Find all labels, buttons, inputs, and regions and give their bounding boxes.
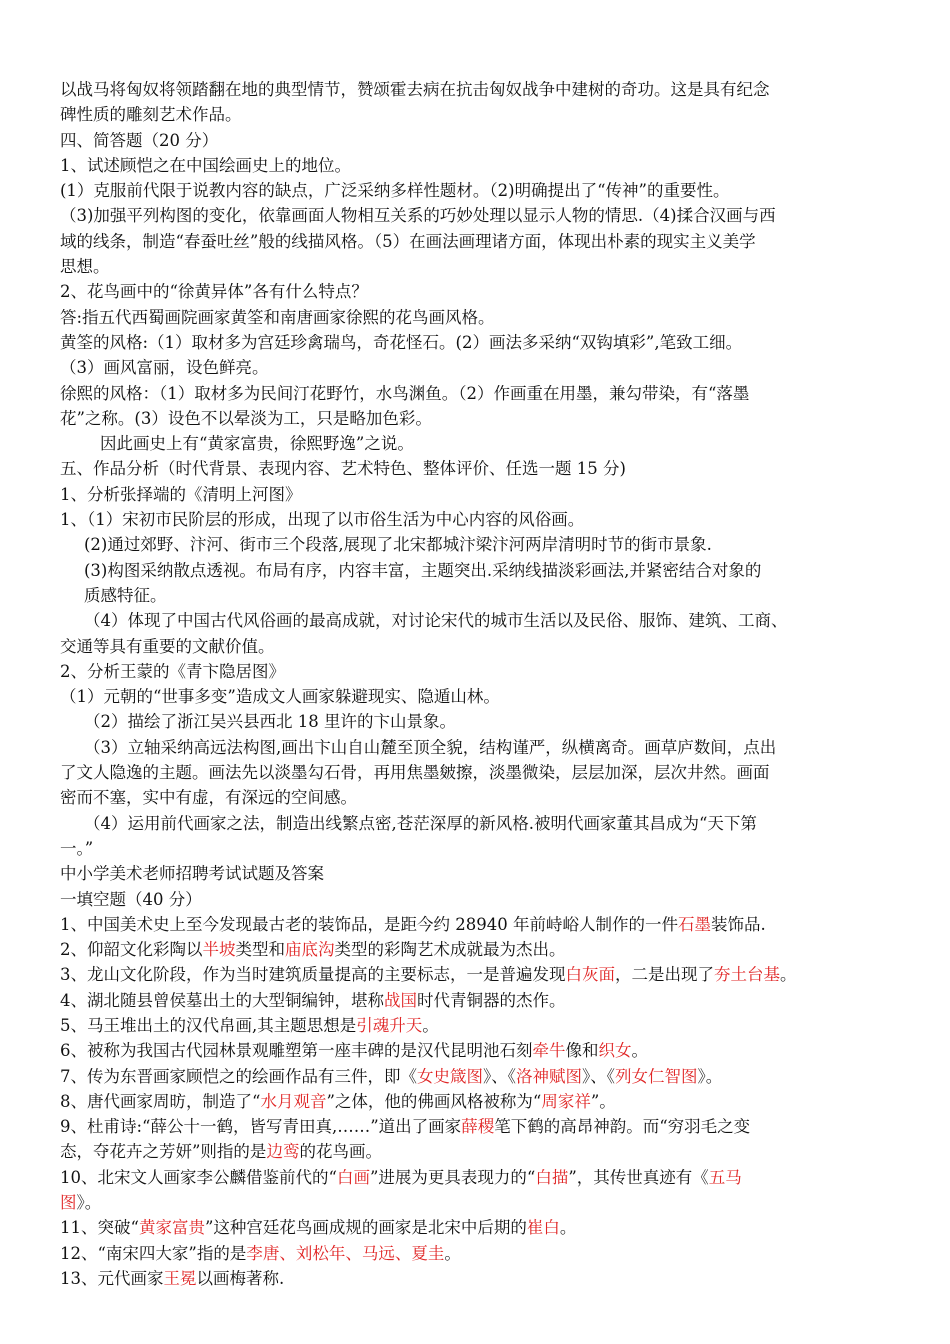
text-segment: 6、被称为我国古代园林景观雕塑第一座丰碑的是汉代昆明池石刻 <box>60 1041 533 1061</box>
answer-text: 白画 <box>336 1167 370 1187</box>
text-segment: （3)加强平列构图的变化，依靠画面人物相互关系的巧妙处理以显示人物的情思.（4)揉合汉画与西 <box>60 206 776 226</box>
text-line <box>60 811 900 836</box>
text-line <box>60 583 900 608</box>
text-segment: 3、龙山文化阶段，作为当时建筑质量提高的主要标志，一是普遍发现 <box>60 965 566 985</box>
text-segment: 类型和 <box>235 940 285 960</box>
answer-text: 夯土台基 <box>714 965 780 985</box>
answer-text: 引魂升天 <box>356 1015 423 1035</box>
text-line <box>60 912 900 937</box>
text-line <box>60 406 900 431</box>
text-line <box>60 887 900 912</box>
text-segment: (3)构图采纳散点透视。布局有序，内容丰富，主题突出.采纳线描淡彩画法,并紧密结合对象的 <box>84 560 762 580</box>
text-line <box>60 305 900 330</box>
text-line <box>60 330 900 355</box>
text-segment: 了文人隐逸的主题。画法先以淡墨勾石骨，再用焦墨皴擦，淡墨微染，层层加深，层次井然。画面 <box>60 763 770 783</box>
text-segment: 一。” <box>60 838 94 858</box>
text-line <box>60 178 900 203</box>
text-segment: 1、分析张择端的《清明上河图》 <box>60 484 302 504</box>
text-line <box>60 861 900 886</box>
text-line <box>60 482 900 507</box>
text-segment: 的花鸟画。 <box>299 1142 382 1162</box>
answer-text: 五马 <box>708 1167 742 1187</box>
text-segment: (2)通过郊野、汴河、街市三个段落,展现了北宋都城汴梁汴河两岸清明时节的街市景象. <box>84 535 712 555</box>
text-segment: 四、简答题（20 分） <box>60 130 219 150</box>
answer-text: 战国 <box>384 990 417 1010</box>
text-line <box>60 431 900 456</box>
text-line <box>60 937 900 962</box>
text-segment: 类型的彩陶艺术成就最为杰出。 <box>334 940 566 960</box>
text-segment: ，二是出现了 <box>615 965 714 985</box>
answer-text: 图 <box>60 1193 77 1213</box>
text-line <box>60 684 900 709</box>
text-segment: 1、中国美术史上至今发现最古老的装饰品，是距今约 28940 年前峙峪人制作的一件 <box>60 914 678 934</box>
answer-text: 庙底沟 <box>285 940 335 960</box>
text-line <box>60 608 900 633</box>
text-line <box>60 1013 900 1038</box>
answer-text: 列女仁智图 <box>615 1066 698 1086</box>
answer-text: 女史箴图 <box>417 1066 483 1086</box>
document-page <box>60 77 900 1291</box>
text-line <box>60 1139 900 1164</box>
text-line <box>60 128 900 153</box>
text-segment: 2、仰韶文化彩陶以 <box>60 940 203 960</box>
text-segment: 。 <box>780 965 797 985</box>
text-line <box>60 279 900 304</box>
text-segment: 时代青铜器的杰作。 <box>417 990 566 1010</box>
text-line <box>60 229 900 254</box>
answer-text: 织女 <box>598 1041 632 1061</box>
text-segment: ”，其传世真迹有《 <box>568 1167 709 1187</box>
text-line <box>60 355 900 380</box>
text-line <box>60 1215 900 1240</box>
text-segment: 。 <box>422 1015 439 1035</box>
text-segment: 11、突破“ <box>60 1218 139 1238</box>
answer-text: 洛神赋图 <box>516 1066 582 1086</box>
text-line <box>60 153 900 178</box>
text-segment: 以画梅著称. <box>196 1268 285 1288</box>
text-line <box>60 760 900 785</box>
text-line <box>60 1241 900 1266</box>
answer-text: 半坡 <box>202 940 236 960</box>
text-segment: （2）描绘了浙江吴兴县西北 18 里许的卞山景象。 <box>84 712 456 732</box>
text-line <box>60 735 900 760</box>
text-segment: 。 <box>444 1243 461 1263</box>
text-line <box>60 785 900 810</box>
text-segment: 4、湖北随县曾侯墓出土的大型铜编钟，堪称 <box>60 990 384 1010</box>
text-segment: 。 <box>559 1218 577 1238</box>
text-line <box>60 988 900 1013</box>
text-segment: 徐熙的风格：（1）取材多为民间汀花野竹，水鸟渊鱼。（2）作画重在用墨，兼勾带染，有“落墨 <box>60 383 750 403</box>
answer-text: 白灰面 <box>565 965 615 985</box>
text-line <box>60 1064 900 1089</box>
text-segment: （4）运用前代画家之法，制造出线繁点密,苍茫深厚的新风格.被明代画家董其昌成为“天下第 <box>84 813 757 833</box>
text-line <box>60 1038 900 1063</box>
text-segment: 9、杜甫诗:“薛公十一鹤，皆写青田真,……”道出了画家 <box>60 1117 462 1137</box>
text-line <box>60 507 900 532</box>
text-segment: （3）立轴采纳高远法构图,画出卞山自山麓至顶全貌，结构谨严，纵横离奇。画草庐数间，点出 <box>84 737 777 757</box>
text-line <box>60 1114 900 1139</box>
text-segment: 》、《 <box>582 1066 615 1086</box>
text-segment: 装饰品. <box>710 914 766 934</box>
text-segment: 五、作品分析（时代背景、表现内容、艺术特色、整体评价、任选一题 15 分) <box>60 459 626 479</box>
text-segment: 思想。 <box>60 257 110 277</box>
text-line <box>60 1165 900 1190</box>
text-segment: 7、传为东晋画家顾恺之的绘画作品有三件，即《 <box>60 1066 417 1086</box>
text-segment: （3）画风富丽，设色鲜亮。 <box>60 358 269 378</box>
text-segment: (1）克服前代限于说教内容的缺点，广泛采纳多样性题材。（2)明确提出了“传神”的重要性。 <box>60 181 730 201</box>
text-segment: 碑性质的雕刻艺术作品。 <box>60 105 242 125</box>
answer-text: 黄家富贵 <box>138 1218 205 1238</box>
text-segment: 一填空题（40 分） <box>60 889 202 909</box>
text-line <box>60 962 900 987</box>
answer-text: 白描 <box>535 1167 569 1187</box>
text-segment: 1、（1）宋初市民阶层的形成，出现了以市俗生活为中心内容的风俗画。 <box>60 510 585 530</box>
text-segment: 》。 <box>76 1193 102 1213</box>
text-segment: 像和 <box>565 1041 599 1061</box>
text-segment: 2、分析王蒙的《青卞隐居图》 <box>60 661 285 681</box>
answer-text: 石墨 <box>677 914 711 934</box>
text-line <box>60 709 900 734</box>
text-segment: 2、花鸟画中的“徐黄异体”各有什么特点？ <box>60 282 368 302</box>
text-segment: 域的线条，制造“春蚕吐丝”般的线描风格。（5）在画法画理诸方面，体现出朴素的现实主义美学 <box>60 231 756 251</box>
answer-text: 水月观音 <box>260 1091 327 1111</box>
answer-text: 李唐、刘松年、马远、夏圭 <box>246 1243 445 1263</box>
text-line <box>60 659 900 684</box>
text-segment: 》。 <box>697 1066 723 1086</box>
text-segment: 花”之称。(3）设色不以晕淡为工，只是略加色彩。 <box>60 408 432 428</box>
text-segment: ”这种宫廷花鸟画成规的画家是北宋中后期的 <box>204 1218 527 1238</box>
answer-text: 周家祥 <box>541 1091 591 1111</box>
text-line <box>60 77 900 102</box>
text-segment: 8、唐代画家周昉，制造了“ <box>60 1091 261 1111</box>
text-segment: 10、北宋文人画家李公麟借鉴前代的“ <box>60 1167 337 1187</box>
text-line <box>60 558 900 583</box>
answer-text: 牵牛 <box>532 1041 566 1061</box>
text-line <box>60 1190 900 1215</box>
answer-text: 王冕 <box>163 1268 197 1288</box>
text-segment: 。 <box>631 1041 648 1061</box>
text-segment: 1、试述顾恺之在中国绘画史上的地位。 <box>60 155 351 175</box>
text-segment: 笔下鹤的高昂神韵。而“穷羽毛之变 <box>494 1117 751 1137</box>
text-segment: 交通等具有重要的文献价值。 <box>60 636 275 656</box>
text-segment: 以战马将匈奴将领踏翻在地的典型情节，赞颂霍去病在抗击匈奴战争中建树的奇功。这是具有纪念 <box>60 80 770 99</box>
text-line <box>60 634 900 659</box>
text-line <box>60 836 900 861</box>
text-segment: 态，夺花卉之芳妍”则指的是 <box>60 1142 267 1162</box>
text-segment: 13、元代画家 <box>60 1268 164 1288</box>
text-line <box>60 1266 900 1291</box>
text-segment: 质感特征。 <box>84 585 167 605</box>
text-line <box>60 532 900 557</box>
text-segment: ”。 <box>590 1091 616 1111</box>
text-segment: 答:指五代西蜀画院画家黄筌和南唐画家徐熙的花鸟画风格。 <box>60 307 495 327</box>
answer-text: 边鸾 <box>266 1142 300 1162</box>
text-segment: （4）体现了中国古代风俗画的最高成就，对讨论宋代的城市生活以及民俗、服饰、建筑、工商、 <box>84 611 788 631</box>
text-segment: ”进展为更具表现力的“ <box>369 1167 536 1187</box>
text-line <box>60 456 900 481</box>
answer-text: 崔白 <box>526 1218 560 1238</box>
text-line <box>60 203 900 228</box>
text-line <box>60 381 900 406</box>
text-segment: 12、“南宋四大家”指的是 <box>60 1243 247 1263</box>
text-line <box>60 102 900 127</box>
text-segment: ”之体，他的佛画风格被称为“ <box>326 1091 542 1111</box>
text-segment: 因此画史上有“黄家富贵，徐熙野逸”之说。 <box>100 434 414 454</box>
answer-text: 薛稷 <box>461 1117 495 1137</box>
text-line <box>60 1089 900 1114</box>
text-segment: 》、《 <box>483 1066 516 1086</box>
text-segment: 中小学美术老师招聘考试试题及答案 <box>60 864 324 884</box>
text-segment: （1）元朝的“世事多变”造成文人画家躲避现实、隐遁山林。 <box>60 687 500 707</box>
text-segment: 黄筌的风格:（1）取材多为宫廷珍禽瑞鸟，奇花怪石。(2）画法多采纳“双钩填彩”,笔致工细。 <box>60 332 743 352</box>
text-segment: 密而不塞，实中有虚，有深远的空间感。 <box>60 788 357 808</box>
text-line <box>60 254 900 279</box>
text-segment: 5、马王堆出土的汉代帛画,其主题思想是 <box>60 1015 357 1035</box>
